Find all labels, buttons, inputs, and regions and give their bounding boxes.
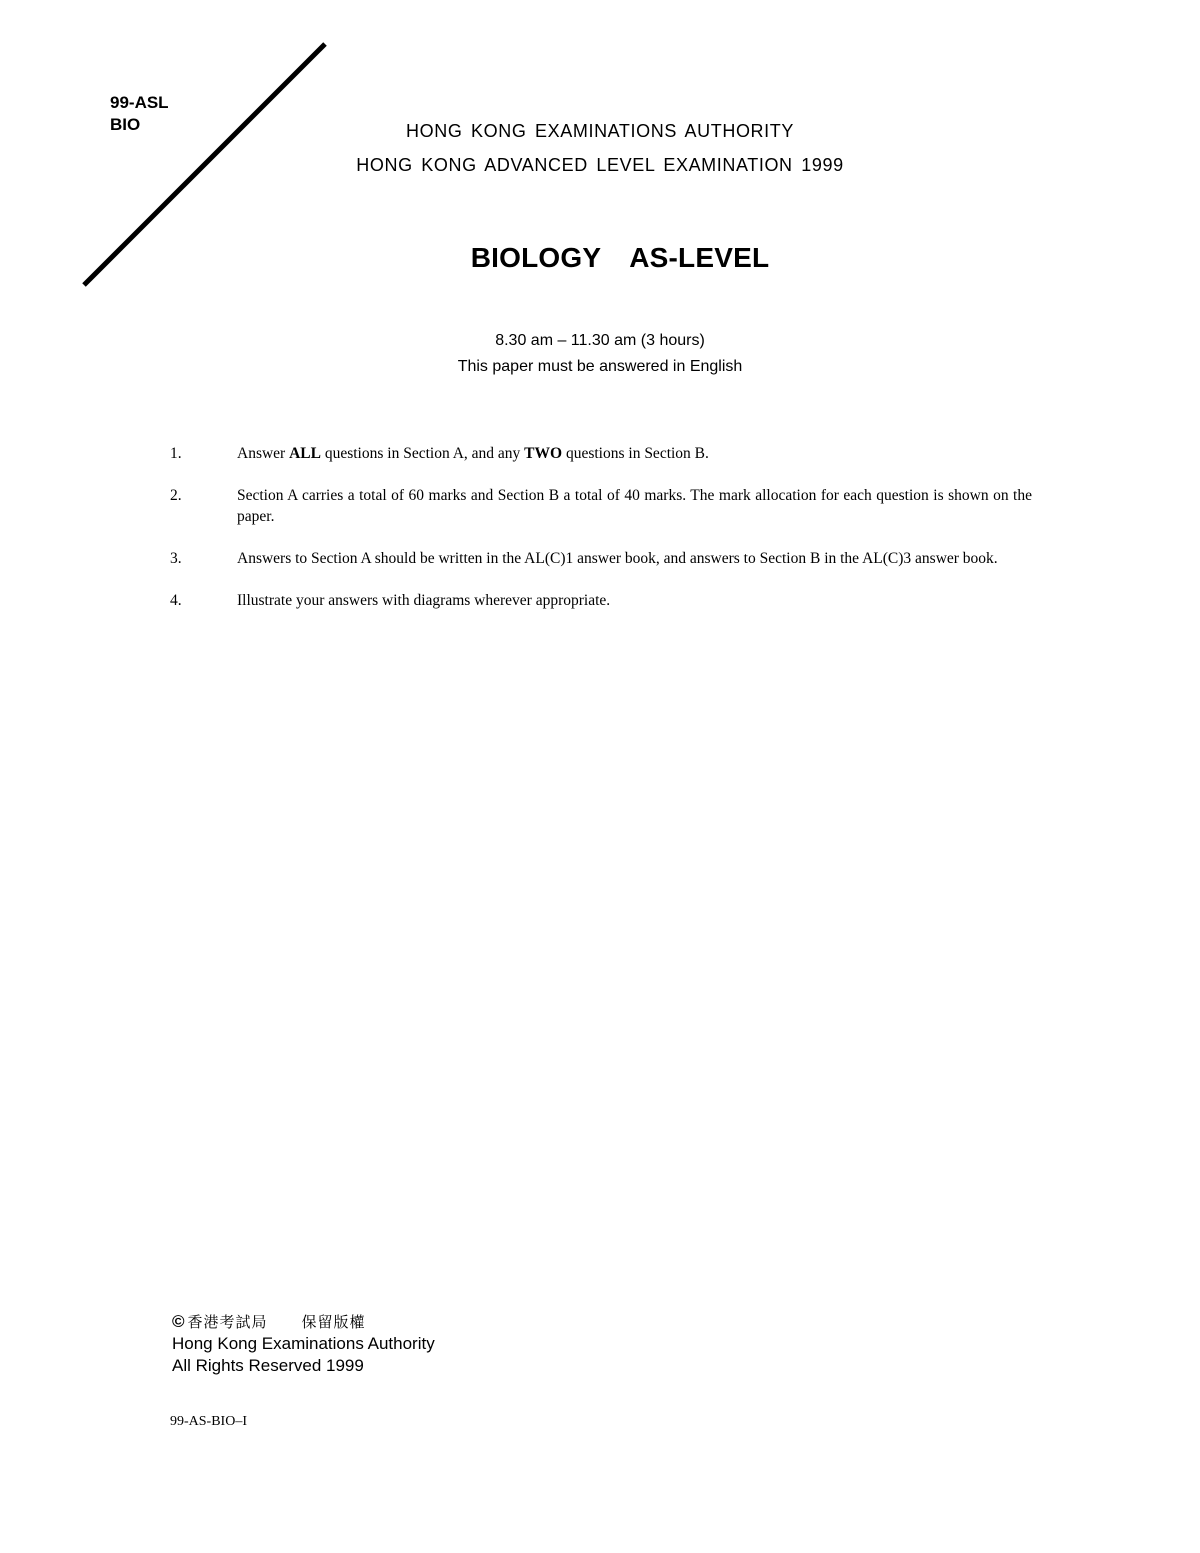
subject-title: BIOLOGY: [470, 242, 602, 273]
chinese-rights-text: 保留版權: [301, 1313, 366, 1331]
instruction-item: [170, 548, 1032, 569]
instruction-item: [170, 485, 1032, 527]
instruction-item: [170, 590, 1032, 611]
instruction-text: Answers to Section A should be written in the AL(C)1 answer book, and answers to Section B in the AL(C)3 answer book.: [237, 550, 998, 567]
exam-heading: HONG KONG ADVANCED LEVEL EXAMINATION 1999: [356, 155, 844, 175]
level-title: AS-LEVEL: [629, 242, 770, 273]
copyright-chinese-row: [172, 1311, 435, 1333]
paper-code: 99-AS-BIO–I: [170, 1414, 247, 1429]
instruction-text: Answer ALL questions in Section A, and any TWO questions in Section B.: [237, 445, 709, 462]
corner-code-line2: BIO: [110, 115, 141, 134]
language-note: This paper must be answered in English: [457, 358, 743, 375]
instruction-number: 4.: [170, 592, 182, 609]
instruction-text: Section A carries a total of 60 marks and Section B a total of 40 marks. The mark allocation for each question is shown on the paper.: [237, 487, 1032, 525]
instruction-text: Illustrate your answers with diagrams wherever appropriate.: [237, 592, 611, 609]
instruction-number: 3.: [170, 550, 182, 567]
instructions-list: [170, 443, 1032, 632]
footer-authority: Hong Kong Examinations Authority: [172, 1334, 435, 1353]
instruction-number: 2.: [170, 487, 182, 504]
corner-code-line1: 99-ASL: [110, 93, 169, 112]
instruction-number: 1.: [170, 445, 182, 462]
chinese-authority-name: 香港考試局: [187, 1313, 268, 1331]
copyright-footer: [172, 1311, 435, 1377]
page-title: [0, 242, 1200, 274]
footer-rights: All Rights Reserved 1999: [172, 1356, 364, 1375]
instruction-item: [170, 443, 1032, 464]
exam-time: 8.30 am – 11.30 am (3 hours): [495, 332, 705, 349]
authority-heading: HONG KONG EXAMINATIONS AUTHORITY: [406, 121, 794, 141]
copyright-icon: ©: [172, 1312, 185, 1331]
